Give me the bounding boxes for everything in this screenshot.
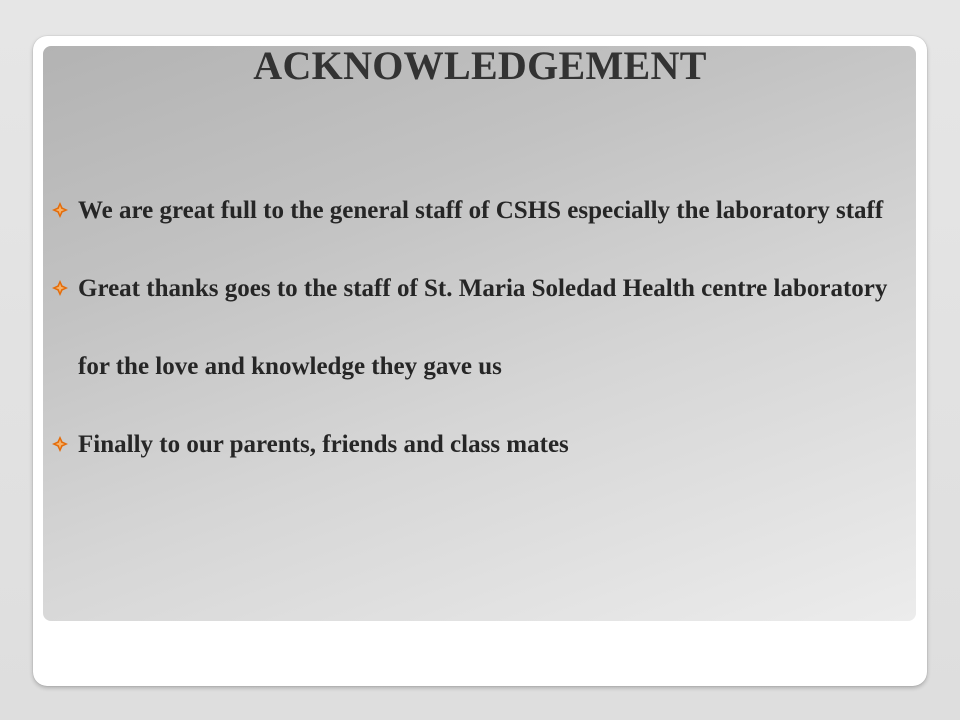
slide-title: ACKNOWLEDGEMENT (253, 43, 707, 88)
bullet-item (52, 172, 902, 250)
bullet-text: We are great full to the general staff of CSHS especially the laboratory staff (78, 197, 884, 224)
bullet-item (52, 406, 902, 484)
diamond-bullet-icon (52, 202, 68, 218)
diamond-bullet-icon (52, 280, 68, 296)
bullet-item (52, 250, 902, 406)
diamond-bullet-icon (52, 436, 68, 452)
bullet-text: Finally to our parents, friends and class mates (78, 431, 569, 458)
bullet-list (52, 172, 902, 484)
bullet-text: Great thanks goes to the staff of St. Maria Soledad Health centre laboratory for the love and knowledge they gave us (78, 275, 888, 380)
